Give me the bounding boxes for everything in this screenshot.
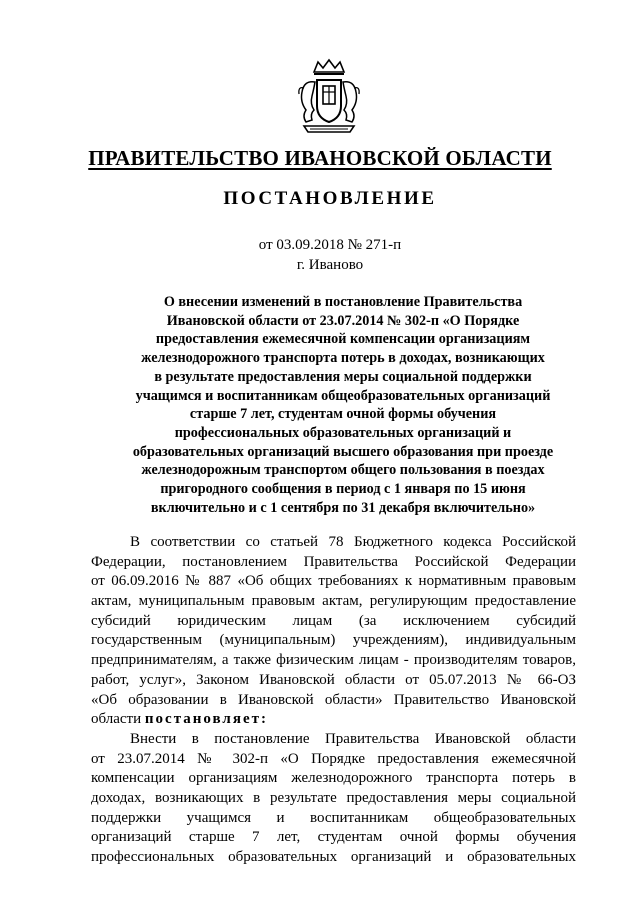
body-line: от 06.09.2016 № 887 «Об общих требованиях к нормативным правовым (91, 573, 576, 590)
decree-subject-heading (112, 293, 574, 517)
body-line: предпринимателям, а также физическим лицам - производителям товаров, (91, 652, 576, 669)
body-line: государственным (муниципальным) учреждениям), индивидуальным (91, 632, 576, 649)
body-line: субсидий юридическим лицам (за исключением субсидий (91, 612, 576, 629)
body-line: В соответствии со статьей 78 Бюджетного кодекса Российской (130, 534, 576, 550)
resolves-word: постановляет: (144, 711, 268, 728)
body-line: от 23.07.2014 № 302-п «О Порядке предоставления ежемесячной (91, 750, 576, 767)
coat-of-arms-emblem (296, 58, 362, 136)
body-line: поддержки учащимся и воспитанникам общеобразовательных (91, 809, 576, 826)
subject-line: учащимся и воспитанникам общеобразовательных организаций (135, 387, 551, 404)
body-line: профессиональных образовательных организаций и образовательных (91, 849, 576, 865)
city-line: г. Иваново (296, 257, 364, 273)
subject-line: включительно и с 1 сентября по 31 декабря включительно» (150, 499, 536, 516)
subject-line: старше 7 лет, студентам очной формы обучения (189, 406, 497, 423)
body-line: актам, муниципальным правовым актам, регулирующим предоставление (91, 593, 576, 610)
body-line: работ, услуг», Законом Ивановской области от 05.07.2013 № 66-ОЗ (91, 671, 576, 688)
subject-line: образовательных организаций высшего образования при проезде (132, 443, 554, 460)
body-line: доходах, возникающих в результате предоставления меры социальной (91, 789, 576, 806)
body-line: «Об образовании в Ивановской области» Правительство Ивановской (91, 691, 576, 708)
body-line-resolution (91, 710, 576, 730)
subject-line: пригородного сообщения в период с 1 января по 15 июня (160, 481, 526, 498)
body-line: компенсации организациям железнодорожного транспорта потерь в (91, 770, 576, 787)
subject-line: О внесении изменений в постановление Правительства (163, 294, 523, 310)
subject-line: железнодорожного транспорта потерь в доходах, возникающих (141, 350, 545, 367)
subject-line: железнодорожным транспортом общего пользования в поездах (141, 462, 545, 479)
body-line: Внести в постановление Правительства Ивановской области (130, 730, 576, 747)
decree-body-text (91, 533, 576, 868)
subject-line: профессиональных образовательных организаций и (174, 424, 512, 441)
body-line: области (91, 711, 142, 728)
government-title: ПРАВИТЕЛЬСТВО ИВАНОВСКОЙ ОБЛАСТИ (88, 146, 552, 170)
subject-line: в результате предоставления меры социальной поддержки (154, 368, 532, 385)
subject-line: предоставления ежемесячной компенсации организациям (155, 331, 531, 348)
date-number-line: от 03.09.2018 № 271-п (258, 237, 402, 253)
body-line: организаций старше 7 лет, студентам очной формы обучения (91, 829, 576, 846)
body-line: Федерации, постановлением Правительства Российской Федерации (91, 553, 576, 570)
subject-line: Ивановской области от 23.07.2014 № 302-п «О Порядке (166, 312, 520, 329)
document-type-title: ПОСТАНОВЛЕНИЕ (223, 188, 437, 209)
